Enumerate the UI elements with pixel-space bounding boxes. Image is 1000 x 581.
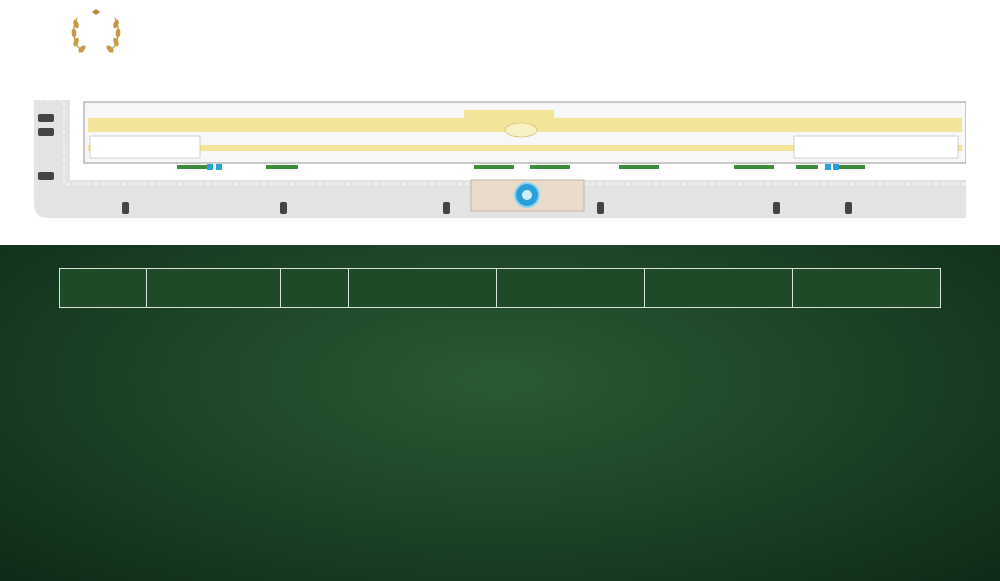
car-icon <box>443 202 450 214</box>
title-block <box>300 36 700 37</box>
car-icon <box>38 128 54 136</box>
col-header-area <box>280 269 348 308</box>
top-section <box>0 0 1000 245</box>
col-header-monthly-installments <box>645 269 793 308</box>
col-header-down-payment <box>497 269 645 308</box>
payment-plan-table <box>59 268 941 308</box>
car-icon <box>280 202 287 214</box>
col-header-property-type <box>60 269 147 308</box>
table-header-row <box>60 269 941 308</box>
company-logo <box>58 8 134 98</box>
car-icon <box>773 202 780 214</box>
col-header-possession <box>793 269 941 308</box>
col-header-total-price <box>348 269 497 308</box>
car-icon <box>38 172 54 180</box>
car-icon <box>122 202 129 214</box>
laurel-wreath-icon <box>67 8 125 58</box>
atrium <box>505 123 537 137</box>
car-icon <box>845 202 852 214</box>
car-icon <box>38 114 54 122</box>
floor-plan-drawing <box>34 100 966 218</box>
price-section <box>0 245 1000 581</box>
car-icon <box>597 202 604 214</box>
col-header-category <box>146 269 280 308</box>
